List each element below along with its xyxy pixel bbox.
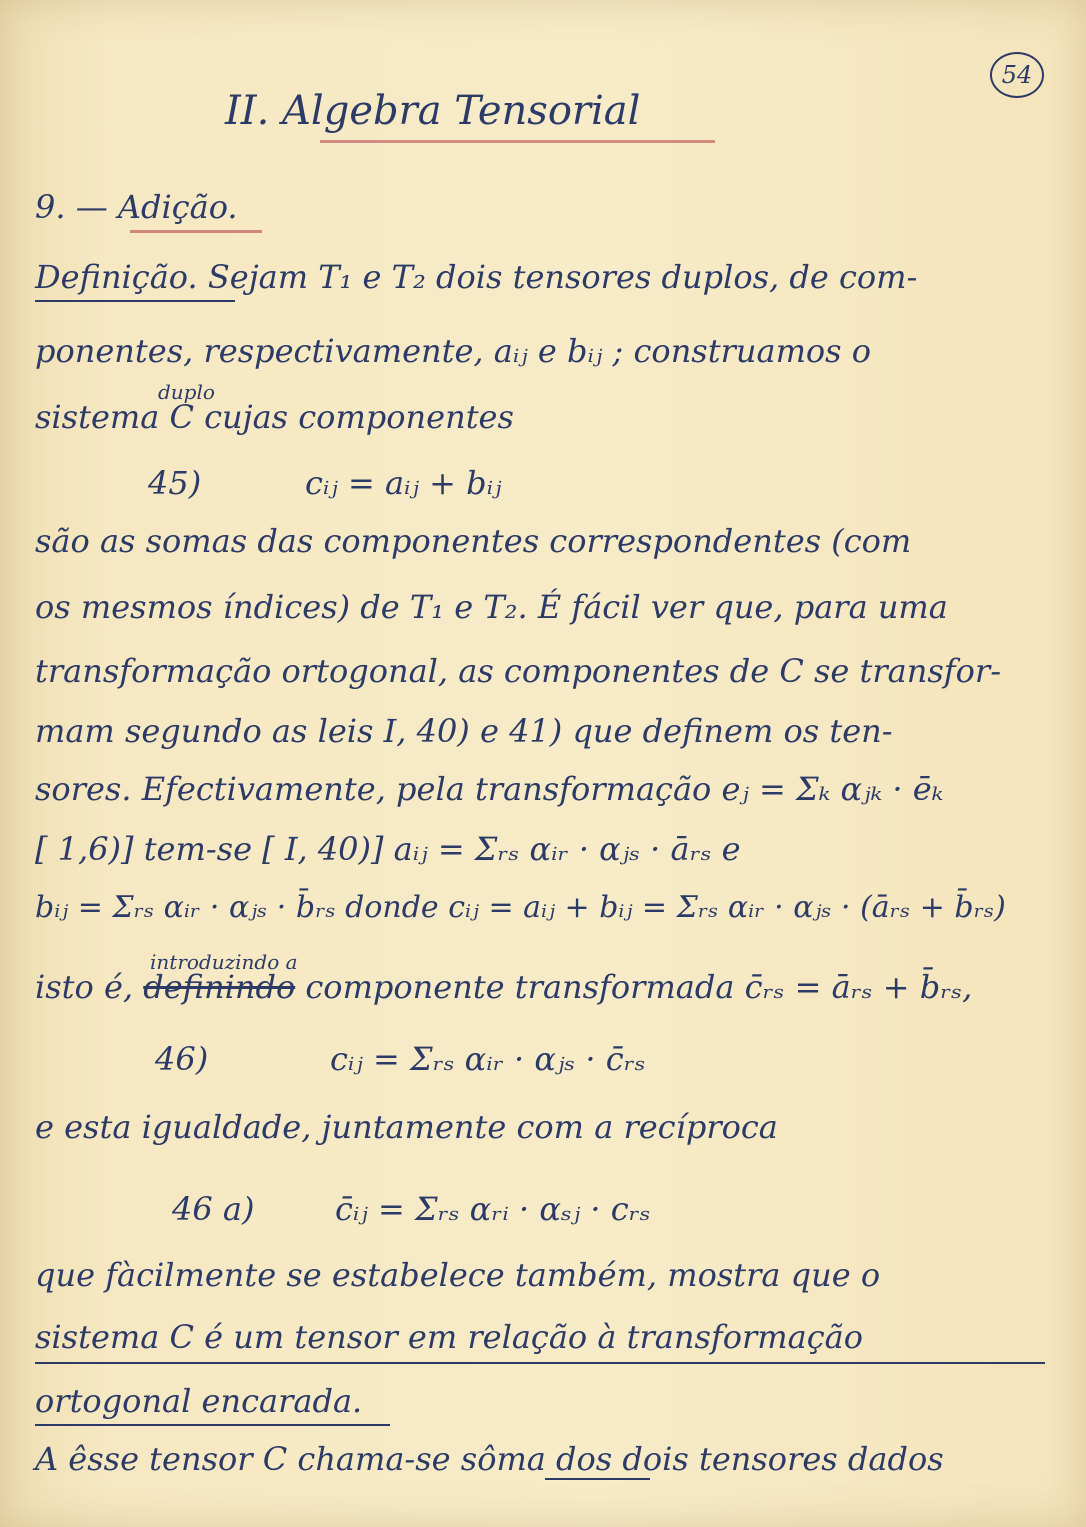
text-line-3: sistema C cujas componentes — [35, 398, 514, 436]
equation-45-label: 45) — [148, 464, 202, 502]
equation-46: cᵢⱼ = Σᵣₛ αᵢᵣ · αⱼₛ · c̄ᵣₛ — [330, 1040, 646, 1078]
text-line-19: A êsse tensor C chama-se sôma dos dois tensores dados — [35, 1440, 944, 1478]
text-line-11: bᵢⱼ = Σᵣₛ αᵢᵣ · αⱼₛ · b̄ᵣₛ donde cᵢⱼ = aᵢⱼ + bᵢⱼ = Σᵣₛ αᵢᵣ · αⱼₛ · (āᵣₛ + b̄ᵣₛ) — [35, 890, 1006, 925]
text-line-7: transformação ortogonal, as componentes de C se transfor- — [35, 652, 1001, 690]
underline-soma — [545, 1478, 650, 1480]
text-line-6: os mesmos índices) de T₁ e T₂. É fácil ver que, para uma — [35, 588, 948, 626]
text-line-8: mam segundo as leis I, 40) e 41) que definem os ten- — [35, 712, 893, 750]
text-line-5: são as somas das componentes correspondentes (com — [35, 522, 912, 560]
text-line-17: sistema C é um tensor em relação à transformação — [35, 1318, 863, 1356]
text-line-9: sores. Efectivamente, pela transformação eⱼ = Σₖ αⱼₖ · ēₖ — [35, 770, 944, 808]
page-number: 54 — [990, 52, 1044, 98]
text-line-12-start: isto é, — [35, 968, 134, 1006]
text-line-16: que fàcilmente se estabelece também, mostra que o — [35, 1256, 881, 1294]
insert-duplo: duplo — [158, 380, 215, 404]
text-line-2: ponentes, respectivamente, aᵢⱼ e bᵢⱼ ; construamos o — [35, 332, 872, 370]
text-line-1: Definição. Sejam T₁ e T₂ dois tensores duplos, de com- — [35, 258, 918, 296]
text-line-12 — [35, 968, 972, 1006]
equation-46-label: 46) — [155, 1040, 209, 1078]
insert-introduzindo: introduzindo a — [150, 950, 298, 974]
text-line-14: e esta igualdade, juntamente com a recíproca — [35, 1108, 778, 1146]
equation-46a: c̄ᵢⱼ = Σᵣₛ αᵣᵢ · αₛⱼ · cᵣₛ — [335, 1190, 651, 1228]
section-underline — [130, 230, 262, 233]
page-title: II. Algebra Tensorial — [225, 88, 641, 134]
equation-46a-label: 46 a) — [172, 1190, 255, 1228]
title-underline — [320, 140, 715, 143]
underline-line-18 — [35, 1424, 390, 1426]
text-line-12-end: componente transformada c̄ᵣₛ = āᵣₛ + b̄ᵣₛ, — [305, 968, 973, 1006]
text-line-10: [ 1,6)] tem-se [ I, 40)] aᵢⱼ = Σᵣₛ αᵢᵣ · αⱼₛ · āᵣₛ e — [35, 830, 741, 868]
underline-line-17 — [35, 1362, 1045, 1364]
section-heading: 9. — Adição. — [35, 188, 238, 226]
text-line-18: ortogonal encarada. — [35, 1382, 363, 1420]
definition-underline — [35, 300, 235, 302]
equation-45: cᵢⱼ = aᵢⱼ + bᵢⱼ — [305, 464, 502, 502]
struck-word: definindo — [143, 968, 296, 1006]
